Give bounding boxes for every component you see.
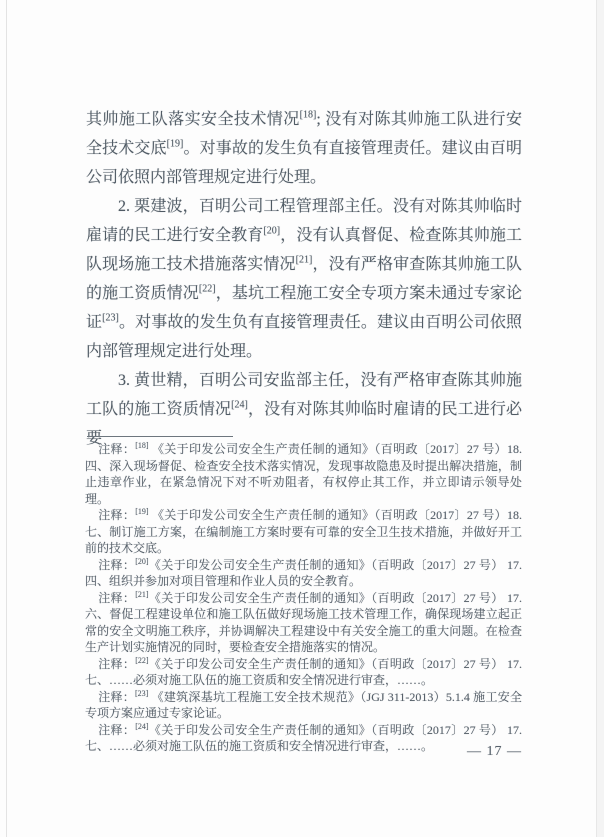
footnote-label: 注释： [98, 689, 136, 704]
footnote [85, 441, 522, 507]
footnote-marker: [24] [135, 721, 149, 731]
footnote-reference-superscript: [18] [299, 109, 317, 121]
paragraph-text: 。对事故的发生负有直接管理责任。建议由百明公司依照内部管理规定进行处理。 [86, 140, 522, 186]
footnote-text: 《关于印发公司安全生产责任制的通知》（百明政〔2017〕27 号） 17. 四、组织并参加对项目管理和作业人员的安全教育。 [85, 557, 522, 588]
footnote [85, 689, 522, 722]
paragraph-text: ，基坑工程施工安全专项方案未通过专家论证 [86, 285, 522, 331]
footnote-marker: [18] [135, 441, 149, 450]
footnote-text: 《建筑深基坑工程施工安全技术规范》（JGJ 311-2013）5.1.4 施工安全专项方案应通过专家论证。 [85, 689, 522, 720]
main-text-block [86, 105, 522, 453]
footnote-text: 《关于印发公司安全生产责任制的通知》（百明政〔2017〕27 号） 17. 七、……必须对施工队伍的施工资质和安全情况进行审查，……。 [85, 656, 522, 687]
footnote-label: 注释： [98, 508, 136, 522]
paragraph-text: ; 没有对陈其帅施工队进行安全技术交底 [86, 111, 522, 157]
footnote-reference-superscript: [23] [102, 312, 119, 324]
footnote-marker: [23] [135, 688, 149, 698]
paragraph [86, 366, 522, 453]
footnote-label: 注释： [98, 557, 136, 572]
footnote-text: 《关于印发公司安全生产责任制的通知》（百明政〔2017〕27 号）18. 七、制订施工方案，在编制施工方案时要有可靠的安全卫生技术措施，并做好开工前的技术交底。 [85, 508, 522, 555]
footnote-text: 《关于印发公司安全生产责任制的通知》（百明政〔2017〕27 号）18. 四、深入现场督促、检查安全技术落实情况，发现事故隐患及时提出解决措施，制止违章作业，在紧急情况下对不听劝阻者，有权停止其工作，并立即请示领导处理。 [85, 442, 522, 506]
footnote-reference-superscript: [22] [198, 283, 216, 295]
scan-edge-left [6, 0, 7, 837]
page-number: — 17 — [467, 744, 522, 759]
footnote-label: 注释： [98, 590, 136, 605]
scan-edge-right [596, 0, 604, 837]
paragraph-text: 其帅施工队落实安全技术情况 [86, 111, 300, 128]
paragraph-text: ，没有对陈其帅临时雇请的民工进行必要 [86, 401, 522, 447]
paragraph-text: 2. 栗建波，百明公司工程管理部主任。没有对陈其帅临时雇请的民工进行安全教育 [86, 198, 522, 244]
footnotes-block [85, 441, 522, 755]
footnote [85, 507, 522, 557]
footnote-label: 注释： [98, 442, 136, 456]
footnote-label: 注释： [98, 656, 136, 671]
footnote-separator [87, 436, 233, 437]
footnote-reference-superscript: [19] [166, 138, 184, 150]
paragraph-text: 。对事故的发生负有直接管理责任。建议由百明公司依照内部管理规定进行处理。 [86, 314, 522, 360]
footnote-text: 《关于印发公司安全生产责任制的通知》（百明政〔2017〕27 号） 17. 七、……必须对施工队伍的施工资质和安全情况进行审查，……。 [85, 722, 522, 753]
paragraph-text: 3. 黄世精，百明公司安监部主任，没有严格审查陈其帅施工队的施工资质情况 [86, 372, 522, 418]
footnote [85, 656, 522, 689]
footnote-reference-superscript: [21] [295, 254, 313, 266]
footnote [85, 590, 522, 656]
footnote [85, 557, 522, 590]
footnote-text: 《关于印发公司安全生产责任制的通知》（百明政〔2017〕27 号） 17. 六、督促工程建设单位和施工队伍做好现场施工技术管理工作，确保现场建立起正常的安全文明施工秩序，并协调解决工程建设中有关安全施工的重大问题。在检查生产计划实施情况的同时，要检查安全措施落实的情况。 [85, 590, 522, 654]
paragraph [86, 105, 522, 192]
footnote-marker: [19] [135, 507, 149, 516]
footnote-reference-superscript: [24] [231, 399, 248, 411]
paragraph [86, 192, 522, 366]
footnote-label: 注释： [98, 722, 136, 737]
paragraph-text: ，没有严格审查陈其帅施工队的施工资质情况 [86, 256, 522, 302]
paragraph-text: ，没有认真督促、检查陈其帅施工队现场施工技术措施落实情况 [86, 227, 522, 273]
footnote-marker: [21] [135, 589, 149, 599]
footnote-marker: [20] [135, 556, 149, 566]
footnote-reference-superscript: [20] [263, 225, 281, 237]
footnote-marker: [22] [135, 655, 149, 665]
